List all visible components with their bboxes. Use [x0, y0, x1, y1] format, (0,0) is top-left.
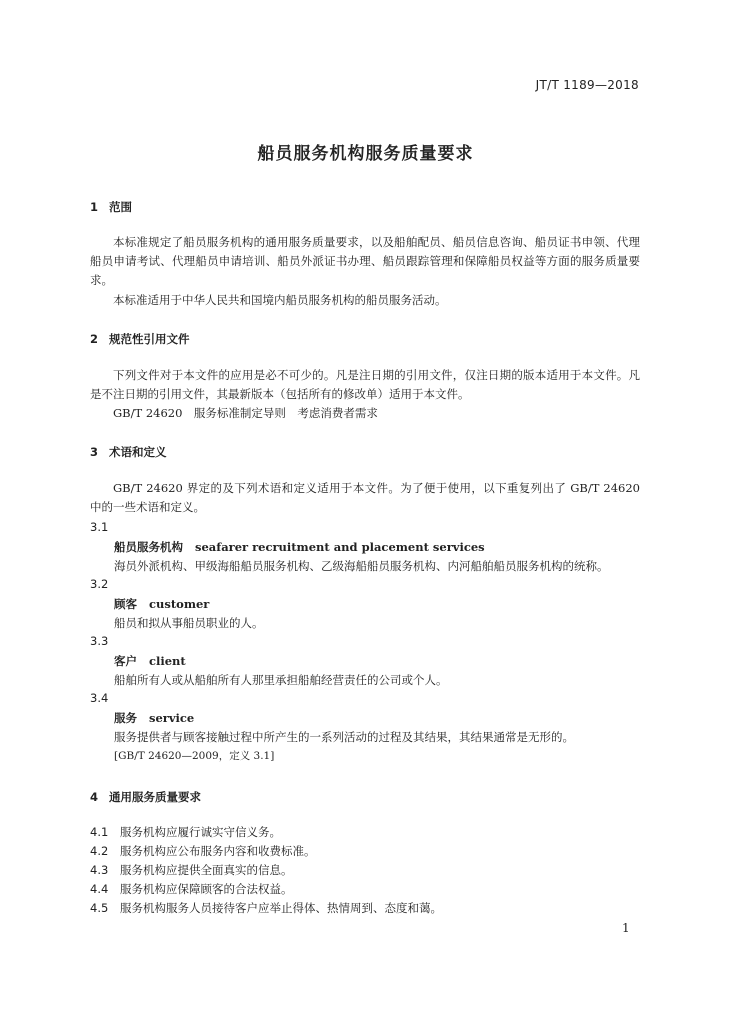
section-number: 4: [90, 790, 99, 804]
term-name-en: seafarer recruitment and placement services: [195, 540, 485, 554]
section-number: 2: [90, 332, 99, 346]
term-definition: 服务提供者与顾客接触过程中所产生的一系列活动的过程及其结果，其结果通常是无形的。: [114, 730, 574, 744]
section-3-paragraph-1: GB/T 24620 界定的及下列术语和定义适用于本文件。为了便于使用，以下重复列出了 GB/T 24620 中的一些术语和定义。: [90, 481, 640, 514]
section-3-heading: [90, 444, 167, 460]
section-2-heading: [90, 331, 190, 347]
document-title: 船员服务机构服务质量要求: [257, 144, 474, 164]
normative-reference: GB/T 24620 服务标准制定导则 考虑消费者需求: [113, 406, 378, 420]
list-item: [90, 824, 281, 840]
section-2-paragraph-1: 下列文件对于本文件的应用是必不可少的。凡是注日期的引用文件，仅注日期的版本适用于本文件。凡是不注日期的引用文件，其最新版本（包括所有的修改单）适用于本文件。: [90, 368, 640, 401]
standard-number: JT/T 1189—2018: [535, 78, 639, 92]
item-number: 4.2: [90, 844, 109, 858]
item-number: 4.1: [90, 825, 109, 839]
list-item: [90, 900, 442, 916]
term-name-en: service: [149, 711, 195, 725]
term-number: 3.3: [90, 634, 109, 648]
section-4-heading: [90, 789, 201, 805]
item-text: 服务机构应保障顾客的合法权益。: [120, 882, 293, 896]
list-item: [90, 881, 293, 897]
section-1-paragraph-2: 本标准适用于中华人民共和国境内船员服务机构的船员服务活动。: [113, 293, 447, 307]
term-definition: 船舶所有人或从船舶所有人那里承担船舶经营责任的公司或个人。: [114, 673, 448, 687]
term-name-en: client: [149, 654, 186, 668]
section-number: 1: [90, 200, 99, 214]
term-heading: [114, 710, 194, 726]
term-heading: [114, 653, 186, 669]
item-text: 服务机构应履行诚实守信义务。: [120, 825, 281, 839]
section-number: 3: [90, 445, 99, 459]
item-text: 服务机构服务人员接待客户应举止得体、热情周到、态度和蔼。: [120, 901, 442, 915]
section-1-paragraph-1: 本标准规定了船员服务机构的通用服务质量要求，以及船舶配员、船员信息咨询、船员证书申领、代理船员申请考试、代理船员申请培训、船员外派证书办理、船员跟踪管理和保障船员权益等方面的服务质量要求。: [90, 235, 640, 287]
section-title: 术语和定义: [109, 445, 167, 459]
term-heading: [114, 596, 209, 612]
term-number: 3.1: [90, 520, 109, 534]
term-name-zh: 船员服务机构: [114, 540, 183, 554]
term-name-zh: 服务: [114, 711, 137, 725]
section-title: 规范性引用文件: [109, 332, 190, 346]
term-definition: 海员外派机构、甲级海船船员服务机构、乙级海船船员服务机构、内河船舶船员服务机构的统称。: [114, 559, 609, 573]
page-number: 1: [622, 921, 630, 935]
term-name-zh: 客户: [114, 654, 137, 668]
term-name-en: customer: [149, 597, 210, 611]
term-name-zh: 顾客: [114, 597, 137, 611]
item-text: 服务机构应提供全面真实的信息。: [120, 863, 293, 877]
list-item: [90, 862, 293, 878]
term-heading: [114, 539, 485, 555]
item-number: 4.4: [90, 882, 109, 896]
section-1-heading: [90, 199, 132, 215]
item-number: 4.5: [90, 901, 109, 915]
term-number: 3.2: [90, 577, 109, 591]
term-number: 3.4: [90, 691, 109, 705]
section-title: 范围: [109, 200, 132, 214]
section-title: 通用服务质量要求: [109, 790, 201, 804]
item-text: 服务机构应公布服务内容和收费标准。: [120, 844, 316, 858]
term-source: [GB/T 24620—2009，定义 3.1]: [114, 750, 275, 762]
term-definition: 船员和拟从事船员职业的人。: [114, 616, 264, 630]
item-number: 4.3: [90, 863, 109, 877]
list-item: [90, 843, 316, 859]
